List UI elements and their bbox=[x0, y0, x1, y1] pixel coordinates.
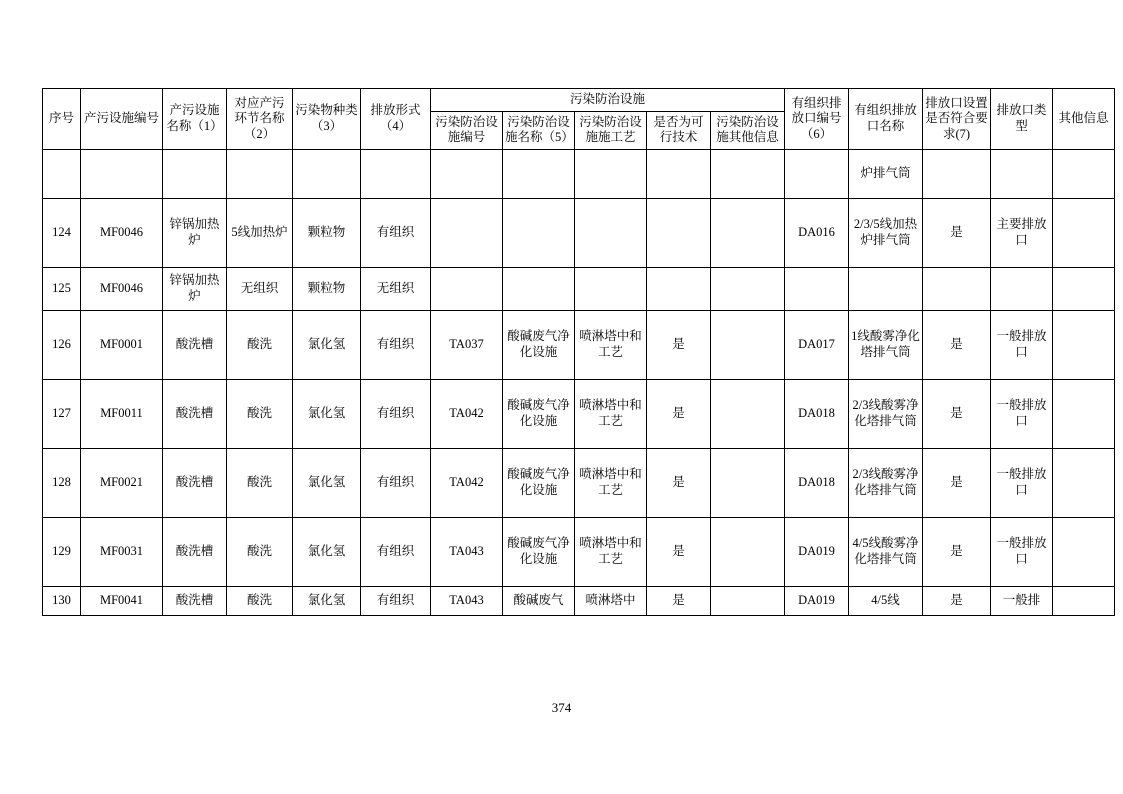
cell-facility-name: 酸洗槽 bbox=[163, 310, 227, 379]
cell-control-name: 酸碱废气 bbox=[503, 586, 575, 615]
cell-control-process bbox=[575, 149, 647, 198]
cell-other-info bbox=[1053, 448, 1115, 517]
header-other-info: 其他信息 bbox=[1053, 89, 1115, 150]
cell-emission-form: 有组织 bbox=[361, 517, 431, 586]
header-outlet-type: 排放口类型 bbox=[991, 89, 1053, 150]
cell-facility-code: MF0011 bbox=[81, 379, 163, 448]
cell-process-name: 5线加热炉 bbox=[227, 198, 293, 267]
header-facility-name: 产污设施名称（1） bbox=[163, 89, 227, 150]
cell-index bbox=[43, 149, 81, 198]
cell-outlet-code: DA018 bbox=[785, 379, 849, 448]
cell-facility-code: MF0031 bbox=[81, 517, 163, 586]
cell-process-name: 酸洗 bbox=[227, 448, 293, 517]
cell-facility-code bbox=[81, 149, 163, 198]
cell-outlet-code: DA019 bbox=[785, 517, 849, 586]
cell-outlet-compliance: 是 bbox=[923, 379, 991, 448]
cell-feasible-tech: 是 bbox=[647, 517, 711, 586]
header-outlet-compliance: 排放口设置是否符合要求(7) bbox=[923, 89, 991, 150]
cell-control-other-info bbox=[711, 517, 785, 586]
cell-outlet-type: 一般排放口 bbox=[991, 517, 1053, 586]
cell-outlet-compliance bbox=[923, 149, 991, 198]
cell-outlet-compliance bbox=[923, 267, 991, 310]
cell-facility-code: MF0041 bbox=[81, 586, 163, 615]
cell-control-process bbox=[575, 267, 647, 310]
cell-outlet-type bbox=[991, 267, 1053, 310]
cell-outlet-name bbox=[849, 267, 923, 310]
cell-control-name bbox=[503, 198, 575, 267]
cell-control-other-info bbox=[711, 310, 785, 379]
cell-control-name bbox=[503, 267, 575, 310]
cell-control-process: 喷淋塔中和工艺 bbox=[575, 310, 647, 379]
cell-outlet-compliance: 是 bbox=[923, 198, 991, 267]
cell-control-code: TA042 bbox=[431, 448, 503, 517]
cell-feasible-tech: 是 bbox=[647, 448, 711, 517]
header-control-name: 污染防治设施名称（5） bbox=[503, 111, 575, 149]
cell-facility-code: MF0046 bbox=[81, 198, 163, 267]
cell-other-info bbox=[1053, 149, 1115, 198]
cell-outlet-code bbox=[785, 149, 849, 198]
cell-outlet-name: 2/3/5线加热炉排气筒 bbox=[849, 198, 923, 267]
cell-outlet-type: 一般排放口 bbox=[991, 448, 1053, 517]
header-outlet-code: 有组织排放口编号（6） bbox=[785, 89, 849, 150]
table-body bbox=[43, 149, 1115, 615]
header-outlet-name: 有组织排放口名称 bbox=[849, 89, 923, 150]
cell-index: 128 bbox=[43, 448, 81, 517]
cell-emission-form: 有组织 bbox=[361, 379, 431, 448]
cell-facility-name: 锌锅加热炉 bbox=[163, 198, 227, 267]
header-group-pollution-control: 污染防治设施 bbox=[431, 89, 785, 112]
table-row bbox=[43, 448, 1115, 517]
cell-feasible-tech bbox=[647, 198, 711, 267]
cell-facility-name bbox=[163, 149, 227, 198]
cell-control-code: TA043 bbox=[431, 586, 503, 615]
cell-other-info bbox=[1053, 267, 1115, 310]
cell-facility-code: MF0046 bbox=[81, 267, 163, 310]
table-row bbox=[43, 586, 1115, 615]
cell-feasible-tech: 是 bbox=[647, 586, 711, 615]
cell-other-info bbox=[1053, 517, 1115, 586]
cell-feasible-tech: 是 bbox=[647, 310, 711, 379]
cell-emission-form: 有组织 bbox=[361, 448, 431, 517]
cell-emission-form: 有组织 bbox=[361, 586, 431, 615]
cell-facility-code: MF0001 bbox=[81, 310, 163, 379]
cell-pollutant-type bbox=[293, 149, 361, 198]
cell-facility-name: 酸洗槽 bbox=[163, 517, 227, 586]
cell-control-process: 喷淋塔中和工艺 bbox=[575, 517, 647, 586]
cell-control-name bbox=[503, 149, 575, 198]
cell-feasible-tech: 是 bbox=[647, 379, 711, 448]
table-row bbox=[43, 379, 1115, 448]
cell-outlet-name: 2/3线酸雾净化塔排气筒 bbox=[849, 379, 923, 448]
cell-control-code: TA043 bbox=[431, 517, 503, 586]
cell-outlet-compliance: 是 bbox=[923, 448, 991, 517]
cell-pollutant-type: 颗粒物 bbox=[293, 267, 361, 310]
cell-outlet-type: 一般排放口 bbox=[991, 379, 1053, 448]
table-row bbox=[43, 517, 1115, 586]
cell-emission-form: 有组织 bbox=[361, 198, 431, 267]
cell-index: 129 bbox=[43, 517, 81, 586]
header-control-code: 污染防治设施编号 bbox=[431, 111, 503, 149]
cell-outlet-type: 一般排放口 bbox=[991, 310, 1053, 379]
cell-outlet-compliance: 是 bbox=[923, 310, 991, 379]
cell-control-other-info bbox=[711, 198, 785, 267]
cell-index: 130 bbox=[43, 586, 81, 615]
cell-control-other-info bbox=[711, 149, 785, 198]
cell-pollutant-type: 氯化氢 bbox=[293, 586, 361, 615]
header-emission-form: 排放形式（4） bbox=[361, 89, 431, 150]
cell-control-name: 酸碱废气净化设施 bbox=[503, 379, 575, 448]
cell-control-process: 喷淋塔中 bbox=[575, 586, 647, 615]
cell-process-name: 无组织 bbox=[227, 267, 293, 310]
cell-control-code bbox=[431, 267, 503, 310]
cell-control-other-info bbox=[711, 586, 785, 615]
cell-outlet-name: 炉排气筒 bbox=[849, 149, 923, 198]
cell-control-code bbox=[431, 149, 503, 198]
cell-control-process: 喷淋塔中和工艺 bbox=[575, 379, 647, 448]
header-pollutant-type: 污染物种类（3） bbox=[293, 89, 361, 150]
cell-control-other-info bbox=[711, 448, 785, 517]
cell-emission-form: 无组织 bbox=[361, 267, 431, 310]
cell-process-name: 酸洗 bbox=[227, 517, 293, 586]
cell-outlet-type: 一般排 bbox=[991, 586, 1053, 615]
table-row bbox=[43, 267, 1115, 310]
cell-pollutant-type: 氯化氢 bbox=[293, 448, 361, 517]
cell-index: 127 bbox=[43, 379, 81, 448]
cell-index: 125 bbox=[43, 267, 81, 310]
cell-emission-form: 有组织 bbox=[361, 310, 431, 379]
cell-pollutant-type: 颗粒物 bbox=[293, 198, 361, 267]
cell-facility-name: 酸洗槽 bbox=[163, 379, 227, 448]
cell-other-info bbox=[1053, 586, 1115, 615]
cell-pollutant-type: 氯化氢 bbox=[293, 517, 361, 586]
cell-outlet-code: DA018 bbox=[785, 448, 849, 517]
cell-pollutant-type: 氯化氢 bbox=[293, 310, 361, 379]
cell-emission-form bbox=[361, 149, 431, 198]
cell-process-name: 酸洗 bbox=[227, 586, 293, 615]
pollution-control-table-container bbox=[42, 88, 1109, 616]
header-control-other-info: 污染防治设施其他信息 bbox=[711, 111, 785, 149]
cell-process-name: 酸洗 bbox=[227, 310, 293, 379]
header-process-name: 对应产污环节名称（2） bbox=[227, 89, 293, 150]
cell-other-info bbox=[1053, 310, 1115, 379]
cell-pollutant-type: 氯化氢 bbox=[293, 379, 361, 448]
cell-outlet-type bbox=[991, 149, 1053, 198]
table-row bbox=[43, 149, 1115, 198]
cell-process-name bbox=[227, 149, 293, 198]
cell-outlet-code: DA019 bbox=[785, 586, 849, 615]
cell-control-other-info bbox=[711, 267, 785, 310]
header-facility-code: 产污设施编号 bbox=[81, 89, 163, 150]
header-control-process: 污染防治设施施工艺 bbox=[575, 111, 647, 149]
cell-facility-name: 酸洗槽 bbox=[163, 448, 227, 517]
cell-facility-name: 酸洗槽 bbox=[163, 586, 227, 615]
cell-other-info bbox=[1053, 198, 1115, 267]
table-row bbox=[43, 310, 1115, 379]
cell-outlet-name: 4/5线 bbox=[849, 586, 923, 615]
cell-outlet-compliance: 是 bbox=[923, 586, 991, 615]
cell-control-name: 酸碱废气净化设施 bbox=[503, 310, 575, 379]
cell-feasible-tech bbox=[647, 267, 711, 310]
cell-control-code: TA042 bbox=[431, 379, 503, 448]
cell-control-process: 喷淋塔中和工艺 bbox=[575, 448, 647, 517]
cell-control-other-info bbox=[711, 379, 785, 448]
cell-outlet-code: DA016 bbox=[785, 198, 849, 267]
pollution-control-table bbox=[42, 88, 1115, 616]
cell-outlet-compliance: 是 bbox=[923, 517, 991, 586]
table-row bbox=[43, 198, 1115, 267]
cell-facility-name: 锌锅加热炉 bbox=[163, 267, 227, 310]
cell-control-code: TA037 bbox=[431, 310, 503, 379]
table-header bbox=[43, 89, 1115, 150]
cell-outlet-name: 2/3线酸雾净化塔排气筒 bbox=[849, 448, 923, 517]
cell-control-name: 酸碱废气净化设施 bbox=[503, 448, 575, 517]
cell-outlet-code bbox=[785, 267, 849, 310]
cell-process-name: 酸洗 bbox=[227, 379, 293, 448]
cell-feasible-tech bbox=[647, 149, 711, 198]
cell-control-process bbox=[575, 198, 647, 267]
header-feasible-tech: 是否为可行技术 bbox=[647, 111, 711, 149]
table-header-row-1 bbox=[43, 89, 1115, 112]
cell-outlet-code: DA017 bbox=[785, 310, 849, 379]
page-number: 374 bbox=[551, 700, 572, 715]
cell-outlet-type: 主要排放口 bbox=[991, 198, 1053, 267]
cell-control-code bbox=[431, 198, 503, 267]
header-index: 序号 bbox=[43, 89, 81, 150]
cell-index: 126 bbox=[43, 310, 81, 379]
cell-outlet-name: 1线酸雾净化塔排气筒 bbox=[849, 310, 923, 379]
cell-index: 124 bbox=[43, 198, 81, 267]
cell-facility-code: MF0021 bbox=[81, 448, 163, 517]
cell-other-info bbox=[1053, 379, 1115, 448]
cell-control-name: 酸碱废气净化设施 bbox=[503, 517, 575, 586]
cell-outlet-name: 4/5线酸雾净化塔排气筒 bbox=[849, 517, 923, 586]
